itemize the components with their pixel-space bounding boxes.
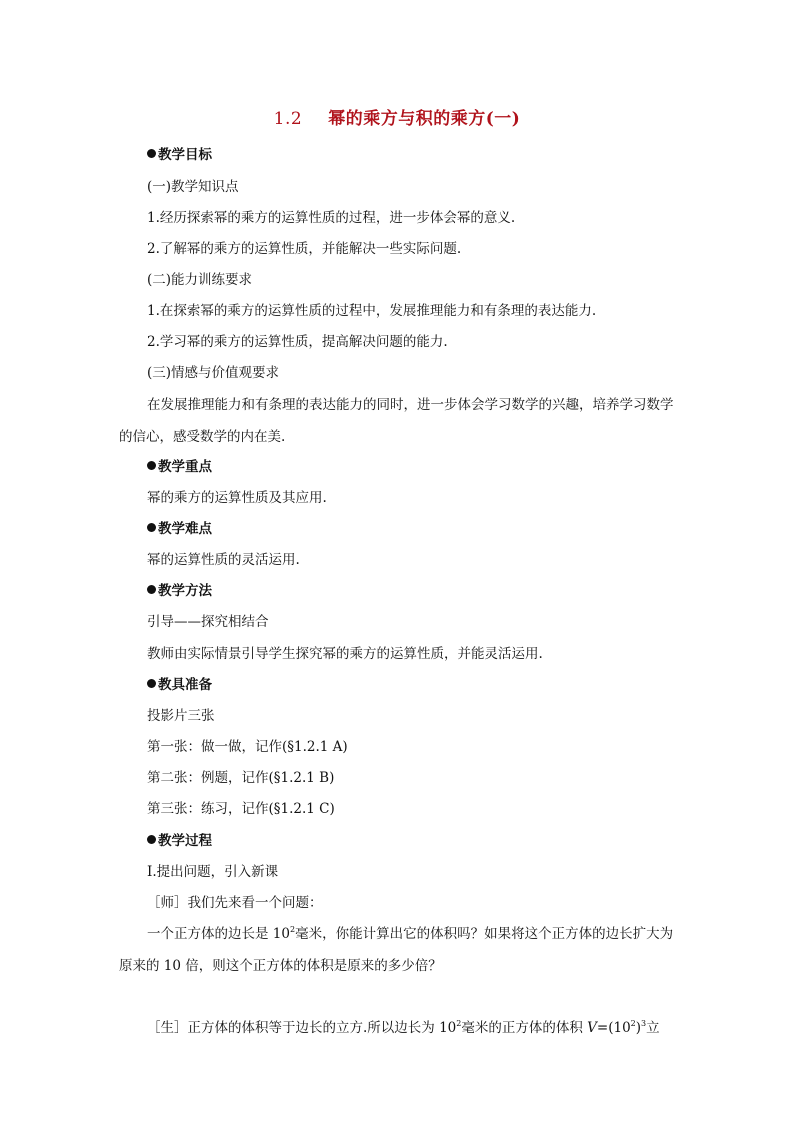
paragraph-question: 一个正方体的边长是 $10^2$毫米，你能计算出它的体积吗？如果将这个正方体的边长扩大为原来的 10 倍，则这个正方体的体积是原来的多少倍？ — [119, 925, 674, 974]
title-text: 幂的乘方与积的乘方(一) — [328, 109, 521, 129]
heading-text: 教学过程 — [158, 833, 212, 849]
section-heading-difficulties — [147, 520, 212, 538]
heading-text: 教具准备 — [158, 677, 212, 693]
section-number: 1.2 — [273, 109, 303, 129]
text-line: 第二张：例题，记作(§1.2.1 B) — [147, 770, 335, 786]
bullet-icon — [147, 679, 156, 688]
bullet-icon — [147, 585, 156, 594]
page-title — [0, 104, 794, 129]
text-line: (三)情感与价值观要求 — [147, 365, 280, 381]
text-line: 2.了解幂的乘方的运算性质，并能解决一些实际问题. — [147, 241, 462, 257]
bullet-icon — [147, 523, 156, 532]
section-heading-methods — [147, 582, 212, 600]
text-line: 投影片三张 — [147, 708, 215, 724]
section-heading-key-points — [147, 458, 212, 476]
text-line: (二)能力训练要求 — [147, 272, 253, 288]
bullet-icon — [147, 461, 156, 470]
section-heading-materials — [147, 676, 212, 694]
bullet-icon — [147, 149, 156, 158]
text-line: 第一张：做一做，记作(§1.2.1 A) — [147, 739, 348, 755]
bullet-icon — [147, 835, 156, 844]
paragraph-affective: 在发展推理能力和有条理的表达能力的同时，进一步体会学习数学的兴趣，培养学习数学的信心，感受数学的内在美. — [119, 397, 674, 445]
heading-text: 教学方法 — [158, 583, 212, 599]
text-line: 教师由实际情景引导学生探究幂的乘方的运算性质，并能灵活运用. — [147, 646, 543, 662]
heading-text: 教学重点 — [158, 459, 212, 475]
text-line: 幂的运算性质的灵活运用. — [147, 552, 300, 568]
text-line: (一)教学知识点 — [147, 179, 239, 195]
text-line: 第三张：练习，记作(§1.2.1 C) — [147, 801, 335, 817]
text-line: Ⅰ.提出问题，引入新课 — [147, 864, 279, 880]
text-line-answer: ［生］正方体的体积等于边长的立方.所以边长为 $10^2$毫米的正方体的体积 $V=(10^2)^3$立 — [147, 1019, 660, 1036]
heading-text: 教学难点 — [158, 521, 212, 537]
section-heading-objectives — [147, 146, 212, 164]
text-line: 1.在探索幂的乘方的运算性质的过程中，发展推理能力和有条理的表达能力. — [147, 303, 597, 319]
text-line: ［师］我们先来看一个问题： — [147, 895, 323, 911]
text-line: 幂的乘方的运算性质及其应用. — [147, 490, 327, 506]
heading-text: 教学目标 — [158, 147, 212, 163]
text-line: 2.学习幂的乘方的运算性质，提高解决问题的能力. — [147, 334, 448, 350]
text-line: 1.经历探索幂的乘方的运算性质的过程，进一步体会幂的意义. — [147, 210, 516, 226]
section-heading-process — [147, 832, 212, 850]
text-line: 引导——探究相结合 — [147, 614, 269, 630]
